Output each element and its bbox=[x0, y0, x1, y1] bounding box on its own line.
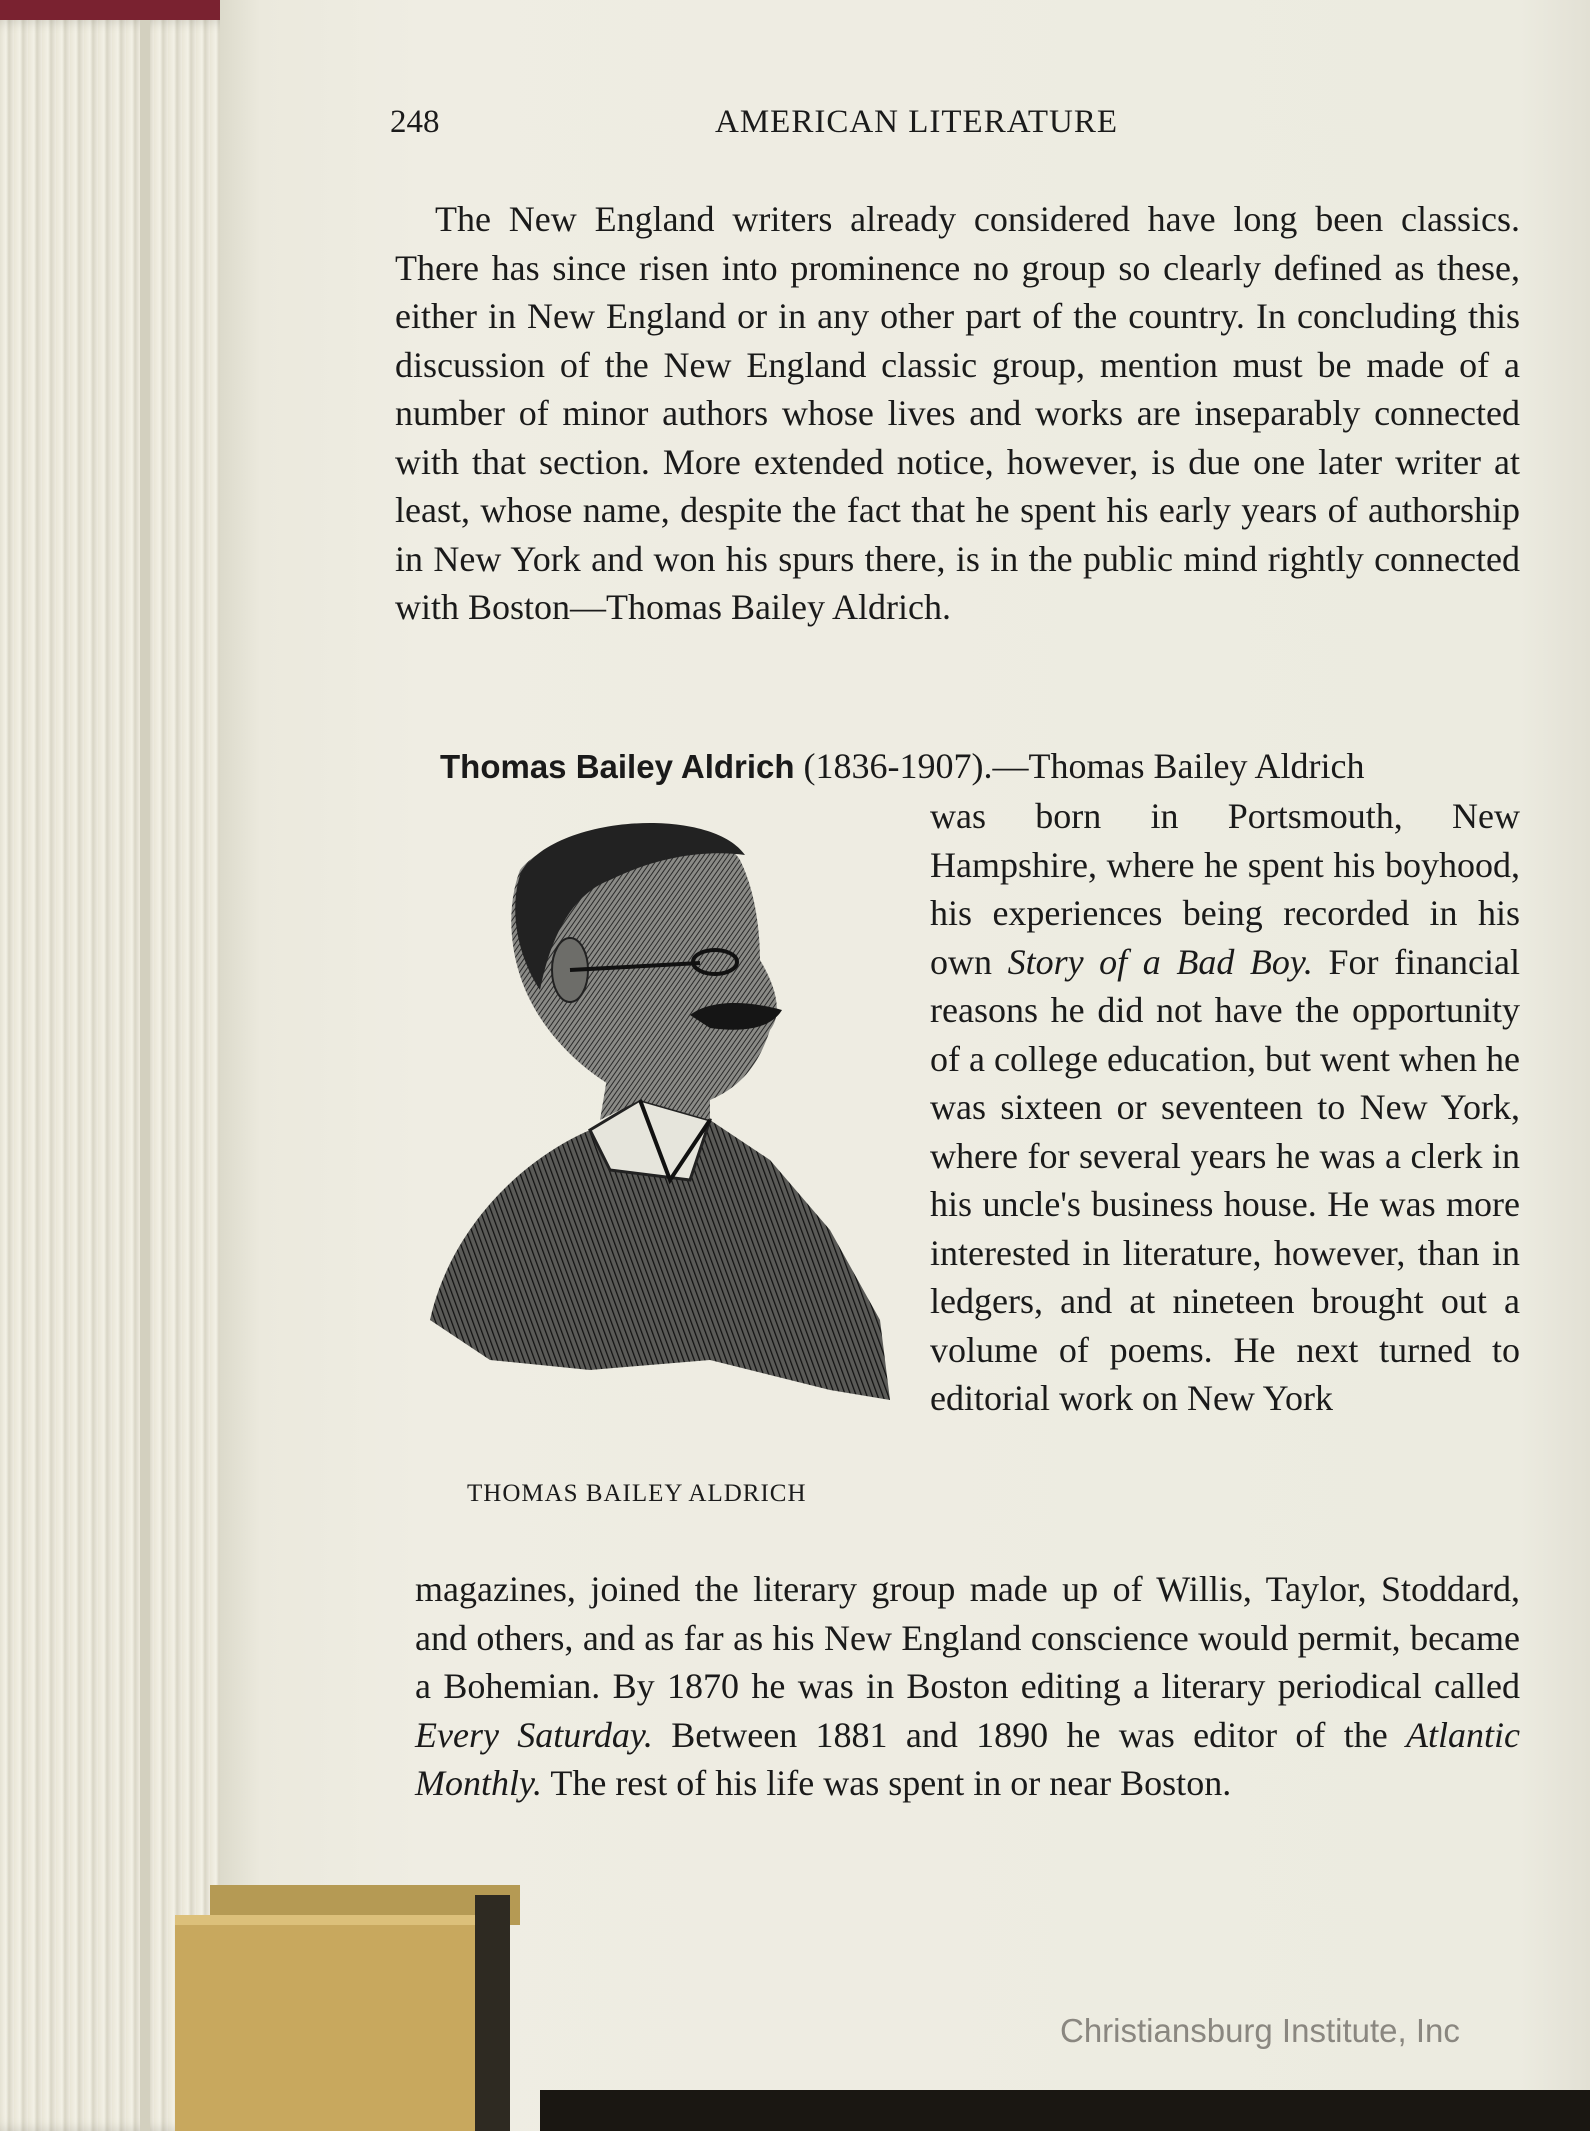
section-heading: Thomas Bailey Aldrich bbox=[440, 748, 795, 785]
watermark: Christiansburg Institute, Inc bbox=[1060, 2012, 1460, 2049]
page-number: 248 bbox=[390, 104, 440, 140]
gold-bookmark bbox=[175, 1885, 535, 2131]
tail-before: magazines, joined the literary group made up of Willis, Taylor, Stoddard, and others, and as far as his New England conscience would permit, became a Bohemian. By 1870 he was in Boston editing a literary periodical called bbox=[415, 1569, 1520, 1706]
section-lead: —Thomas Bailey Aldrich bbox=[992, 746, 1365, 786]
title-story-of-a-bad-boy: Story of a Bad Boy. bbox=[1007, 941, 1313, 982]
wrapped-text bbox=[930, 792, 1520, 1423]
running-head: AMERICAN LITERATURE bbox=[715, 104, 1119, 140]
intro-paragraph: The New England writers already considered have long been classics. There has since risen into prominence no group so clearly defined as these, either in New England or in any other part of the country. In concluding this discussion of the New England classic group, mention must be made of a number of minor authors whose lives and works are inseparably connected with that section. More extended notice, however, is due one later writer at least, whose name, despite the fact that he spent his early years of authorship in New York and won his spurs there, is in the public mind rightly connected with Boston—Thomas Bailey Aldrich. bbox=[395, 199, 1520, 627]
page-header bbox=[390, 104, 1200, 154]
tail-middle: Between 1881 and 1890 he was editor of the bbox=[652, 1714, 1407, 1755]
closing-text bbox=[415, 1565, 1520, 1808]
portrait-engraving bbox=[410, 800, 910, 1460]
title-every-saturday: Every Saturday. bbox=[415, 1714, 653, 1755]
title-atlantic-monthly: Atlantic Monthly. bbox=[415, 1714, 1520, 1803]
dark-surface bbox=[540, 2090, 1590, 2131]
wrap-after: For financial reasons he did not have the opportunity of a college education, but went when he was sixteen or seventeen to New York, where for several years he was a clerk in his uncle's business house. He was more interested in literature, however, than in ledgers, and at nineteen brought out a volume of poems. He next turned to editorial work on New York bbox=[930, 941, 1520, 1418]
tail-after: The rest of his life was spent in or near Boston. bbox=[541, 1763, 1232, 1803]
portrait-caption: THOMAS BAILEY ALDRICH bbox=[467, 1480, 807, 1507]
section-dates: (1836-1907). bbox=[803, 746, 993, 786]
section-heading-line bbox=[395, 742, 1520, 792]
page-edges bbox=[0, 20, 250, 2131]
wrap-before: was born in Portsmouth, New Hampshire, where he spent his boyhood, his experiences being recorded in his own bbox=[930, 796, 1520, 982]
